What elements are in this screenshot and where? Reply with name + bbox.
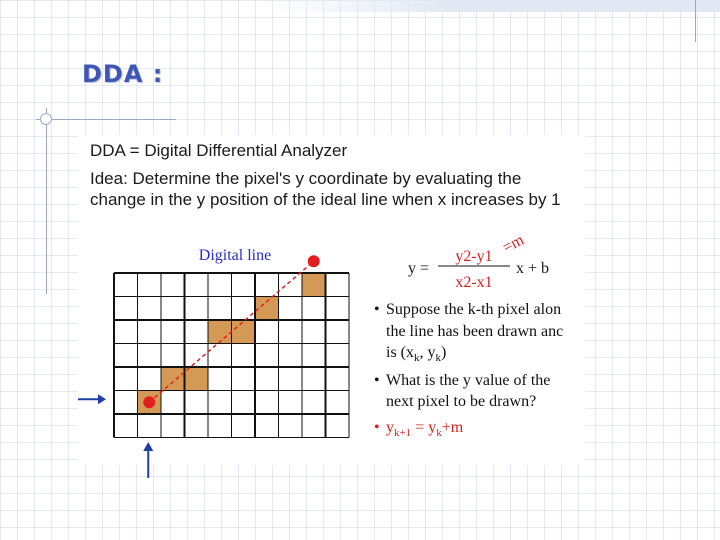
filled-pixel [255,297,279,321]
equation-y-label: y = [408,260,430,277]
dda-definition: DDA = Digital Differential Analyzer [90,141,348,160]
bullet-symbol: • [374,371,380,389]
equation-tail: x + b [516,260,550,277]
subscript: k [436,426,442,439]
start-point [143,396,155,408]
bullet-text: What is the y value of the [386,371,551,389]
bullet-text: is (x [386,344,414,361]
bullet-text: next pixel to be drawn? [386,393,537,411]
formula-text: +m [441,418,464,436]
bullet-symbol: • [374,418,380,436]
x-arrow-head [98,394,106,404]
filled-pixel [302,273,326,297]
end-point [308,255,320,267]
formula-text: = y [411,418,437,436]
bullet-list [374,299,588,449]
content-image [78,135,585,465]
diagram-title: Digital line [198,247,272,264]
horizontal-rule [36,119,176,120]
filled-pixel [185,367,209,391]
bullet-symbol: • [374,301,380,318]
line-equation [408,231,549,291]
subscript: k [414,352,420,365]
corner-rule [695,0,696,42]
subscript: k [435,352,441,365]
pixel-grid [114,273,349,438]
equation-slope-label: =m [499,231,527,257]
bullet-item-question [374,370,588,413]
dda-idea-text: Idea: Determine the pixel's y coordinate by evaluating the change in the y position of the ideal line when x increases by 1 [90,169,561,209]
y-arrow-head [143,442,153,451]
bullet-text: , y [419,344,436,361]
bullet-text: Suppose the k-th pixel alon [386,301,562,318]
filled-pixel [161,367,185,391]
rule-circle-ornament [40,113,52,125]
bullet-text: ) [441,344,447,361]
filled-pixel [232,320,256,344]
formula-text: y [386,418,394,436]
equation-denominator: x2-x1 [455,274,493,291]
slide-title: DDA : [82,60,164,88]
subscript: k+1 [394,426,412,439]
equation-numerator: y2-y1 [455,248,493,265]
bullet-text: the line has been drawn anc [386,322,564,340]
bullet-item-formula [374,417,588,445]
bullet-item-suppose [374,299,588,370]
filled-pixel [208,320,232,344]
top-gradient-band [265,0,720,12]
vertical-rule [46,108,47,294]
